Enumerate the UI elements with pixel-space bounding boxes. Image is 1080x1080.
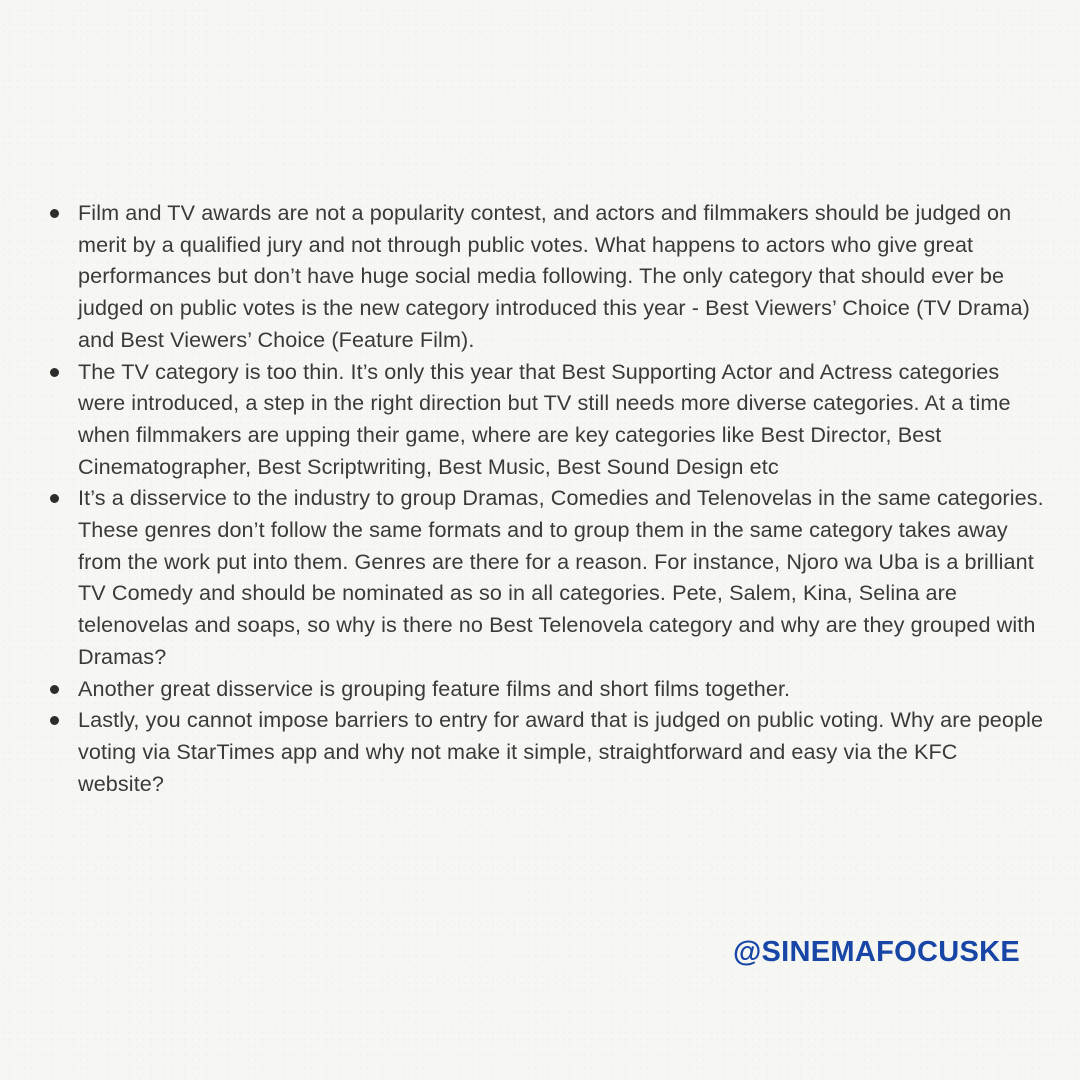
bullet-item — [44, 673, 1044, 705]
bullet-dot-icon — [50, 368, 59, 377]
bullet-dot-icon — [50, 209, 59, 218]
bullet-text: Lastly, you cannot impose barriers to entry for award that is judged on public voting. Why are people voting via StarTimes app and why not make it simple, straightforward and easy via the KFC website? — [78, 707, 1044, 796]
bullet-text: It’s a disservice to the industry to group Dramas, Comedies and Telenovelas in the same categories. These genres don’t follow the same formats and to group them in the same category takes away from the work put into them. Genres are there for a reason. For instance, Njoro wa Uba is a brilliant TV Comedy and should be nominated as so in all categories. Pete, Salem, Kina, Selina are telenovelas and soaps, so why is there no Best Telenovela category and why are they grouped with Dramas? — [78, 485, 1044, 669]
bullet-dot-icon — [50, 494, 59, 503]
bullet-text: Film and TV awards are not a popularity contest, and actors and filmmakers should be judged on merit by a qualified jury and not through public votes. What happens to actors who give great performances but don’t have huge social media following. The only category that should ever be judged on public votes is the new category introduced this year - Best Viewers’ Choice (TV Drama) and Best Viewers’ Choice (Feature Film). — [78, 200, 1030, 352]
bullet-dot-icon — [50, 685, 59, 694]
bullet-text: The TV category is too thin. It’s only this year that Best Supporting Actor and Actress categories were introduced, a step in the right direction but TV still needs more diverse categories. At a time when filmmakers are upping their game, where are key categories like Best Director, Best Cinematographer, Best Scriptwriting, Best Music, Best Sound Design etc — [78, 358, 1011, 479]
bullet-text: Another great disservice is grouping feature films and short films together. — [78, 675, 791, 701]
bullet-item — [44, 356, 1044, 483]
bullet-dot-icon — [50, 716, 59, 725]
social-handle: @SINEMAFOCUSKE — [732, 936, 1020, 968]
bullet-item — [44, 197, 1044, 356]
bullet-item — [44, 482, 1044, 672]
bullet-item — [44, 704, 1044, 799]
bullet-list — [44, 197, 1044, 799]
